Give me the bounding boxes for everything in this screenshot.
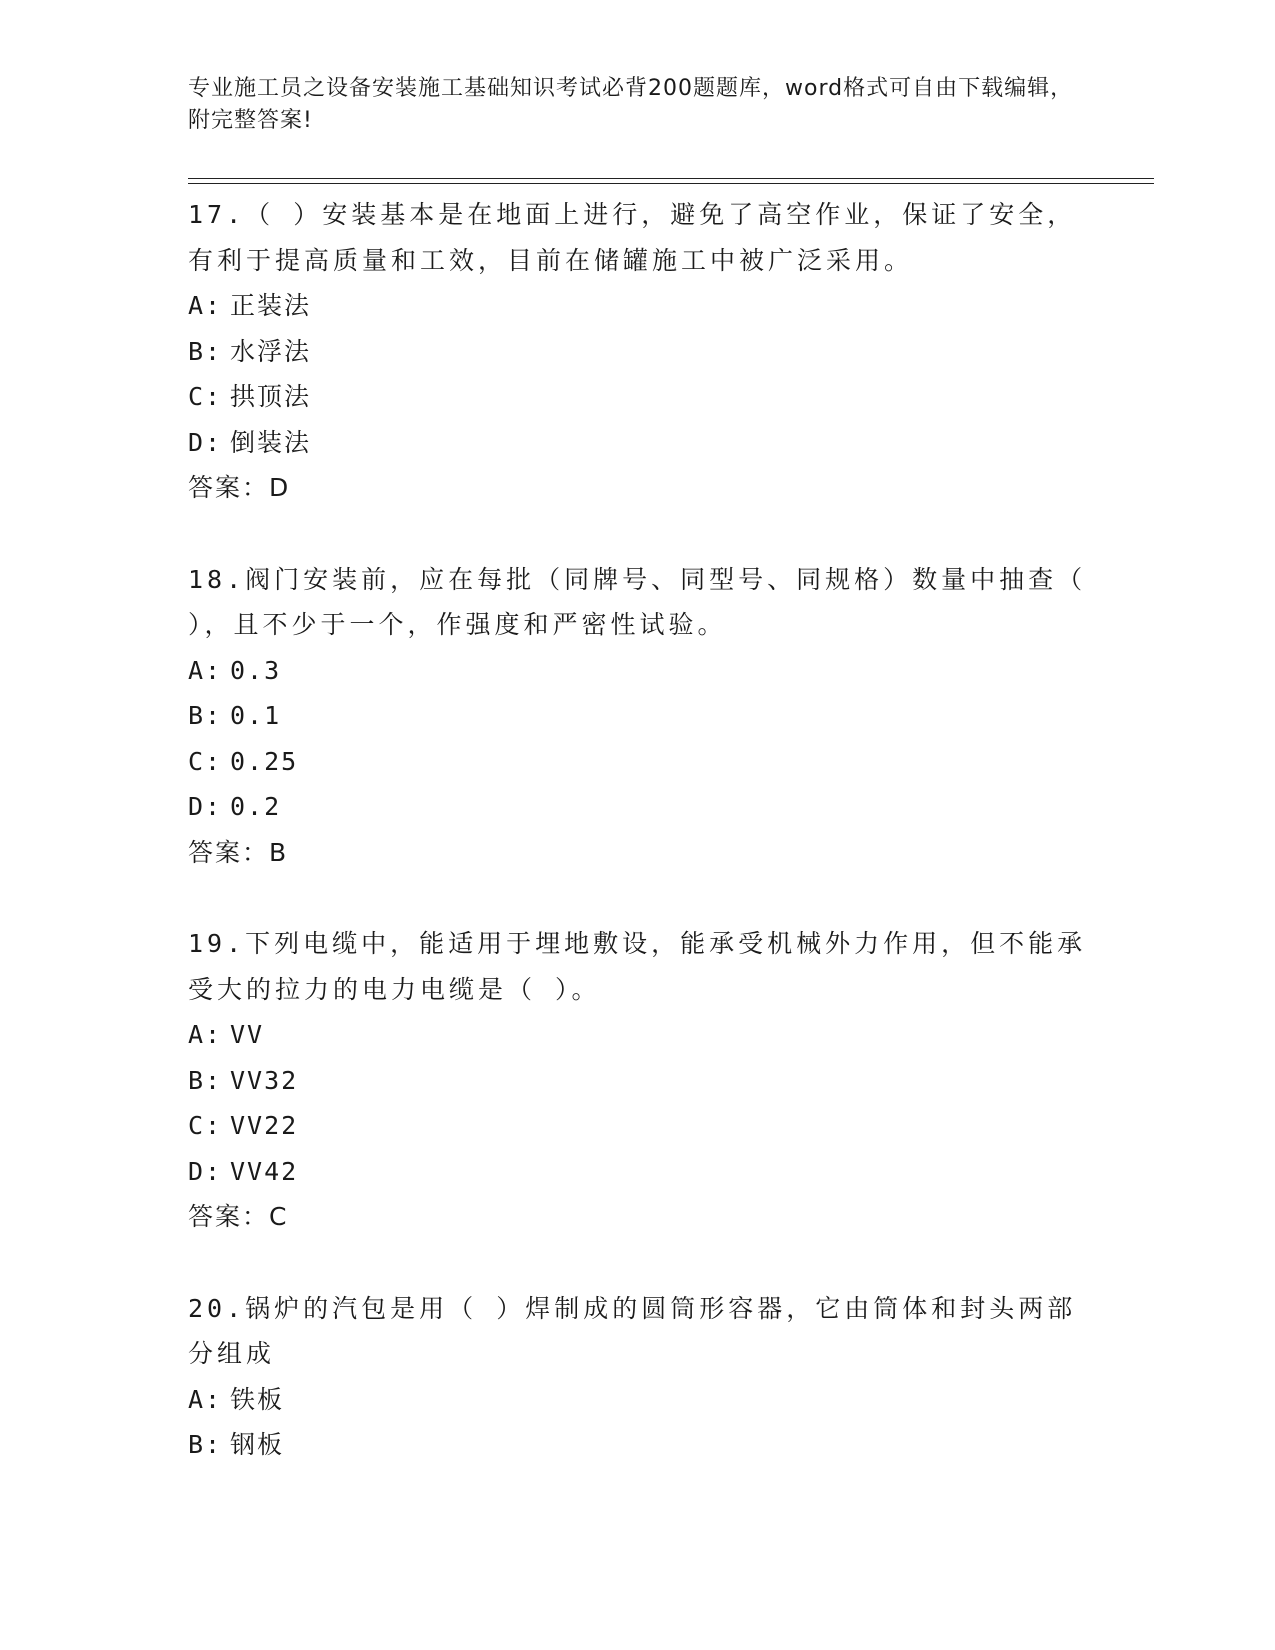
- option-d: [188, 420, 1148, 466]
- option-text: 0.2: [230, 792, 282, 821]
- option-text: VV42: [230, 1156, 299, 1186]
- question-19: [188, 921, 1148, 1240]
- option-d: [188, 1149, 1148, 1195]
- answer-line: 答案：B: [188, 837, 289, 867]
- option-text: 0.25: [230, 746, 299, 776]
- question-text: 17.（ ）安装基本是在地面上进行，避免了高空作业，保证了安全，有利于提高质量和工效，目前在储罐施工中被广泛采用。: [188, 200, 1077, 275]
- option-a: [188, 1012, 1148, 1058]
- answer-line: 答案：D: [188, 473, 291, 502]
- option-a: [188, 283, 1148, 329]
- question-18: [188, 557, 1148, 876]
- option-text: VV22: [230, 1111, 299, 1140]
- option-b: [188, 329, 1148, 375]
- option-letter: A:: [188, 1384, 223, 1414]
- option-d: [188, 784, 1148, 830]
- option-text: 0.3: [230, 655, 282, 685]
- option-letter: D:: [188, 427, 223, 457]
- option-text: VV: [230, 1020, 265, 1049]
- question-17: [188, 192, 1148, 511]
- answer-line: 答案：C: [188, 1202, 289, 1231]
- question-text: 19.下列电缆中，能适用于埋地敷设，能承受机械外力作用，但不能承受大的拉力的电力电缆是（ ）。: [188, 929, 1087, 1004]
- question-text: 18.阀门安装前，应在每批（同牌号、同型号、同规格）数量中抽查（ ），且不少于一个，作强度和严密性试验。: [188, 564, 1087, 639]
- option-c: [188, 374, 1148, 420]
- question-text: 20.锅炉的汽包是用（ ）焊制成的圆筒形容器，它由筒体和封头两部分组成: [188, 1293, 1077, 1368]
- question-20: [188, 1286, 1148, 1468]
- option-text: VV32: [230, 1065, 299, 1095]
- option-letter: C:: [188, 746, 223, 776]
- option-letter: A:: [188, 291, 223, 320]
- option-letter: B:: [188, 701, 223, 730]
- option-letter: C:: [188, 382, 223, 411]
- option-c: [188, 739, 1148, 785]
- option-letter: B:: [188, 1065, 223, 1095]
- option-letter: A:: [188, 655, 223, 685]
- option-a: [188, 648, 1148, 694]
- option-text: 倒装法: [230, 427, 312, 457]
- option-letter: B:: [188, 336, 223, 366]
- option-c: [188, 1103, 1148, 1149]
- question-list: [188, 192, 1148, 1514]
- option-text: 拱顶法: [230, 382, 312, 411]
- option-text: 铁板: [230, 1384, 285, 1414]
- option-text: 钢板: [230, 1430, 285, 1459]
- option-text: 0.1: [230, 701, 282, 730]
- option-letter: B:: [188, 1430, 223, 1459]
- option-letter: A:: [188, 1020, 223, 1049]
- option-letter: D:: [188, 792, 223, 821]
- option-b: [188, 693, 1148, 739]
- option-b: [188, 1422, 1148, 1468]
- option-b: [188, 1058, 1148, 1104]
- header-divider-bottom: [188, 183, 1154, 184]
- option-a: [188, 1377, 1148, 1423]
- option-letter: D:: [188, 1156, 223, 1186]
- option-letter: C:: [188, 1111, 223, 1140]
- option-text: 水浮法: [230, 336, 312, 366]
- document-title: 专业施工员之设备安装施工基础知识考试必背200题题库，word格式可自由下载编辑，附完整答案!: [188, 76, 1074, 133]
- option-text: 正装法: [230, 291, 312, 320]
- header-divider-top: [188, 178, 1154, 179]
